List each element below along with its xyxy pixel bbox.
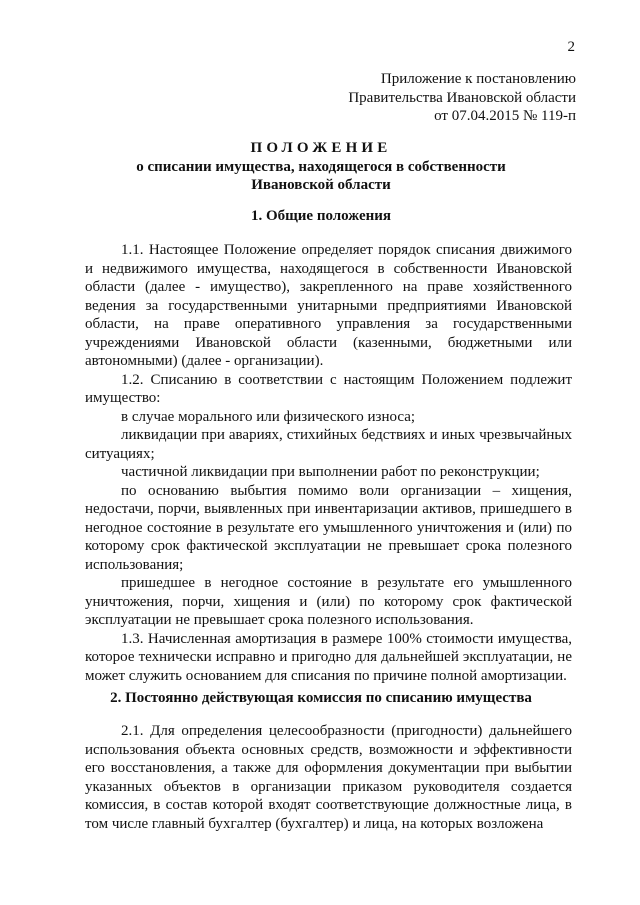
appendix-line: Приложение к постановлению: [380, 71, 576, 87]
paragraph: ликвидации при авариях, стихийных бедствиях и иных чрезвычайных ситуациях;: [85, 427, 572, 462]
paragraph: 1.2. Списанию в соответствии с настоящим Положением подлежит имущество:: [85, 371, 572, 406]
section-heading: 2. Постоянно действующая комиссия по списанию имущества: [110, 690, 532, 706]
appendix-line: от 07.04.2015 № 119-п: [434, 108, 576, 124]
title-subtitle-line: Ивановской области: [251, 177, 391, 193]
paragraph: 2.1. Для определения целесообразности (пригодности) дальнейшего использования объекта основных средств, возможности и эффективности его восстановления, а также для оформления документации при выбытии указанных объектов в организации приказом руководителя создается комиссия, в состав которой входят соответствующие должностные лица, в том числе главный бухгалтер (бухгалтер) и лица, на которых возложена: [85, 723, 572, 832]
title-main: ПОЛОЖЕНИЕ: [250, 140, 392, 156]
section-body: [85, 722, 572, 833]
title-subtitle-line: о списании имущества, находящегося в собственности: [136, 159, 506, 175]
appendix-reference: [300, 70, 576, 126]
paragraph: пришедшее в негодное состояние в результате его умышленного уничтожения, порчи, хищения и (или) по которому срок фактической эксплуатации не превышает срока полезного использования.: [85, 575, 572, 628]
paragraph: в случае морального или физического износа;: [121, 408, 416, 425]
page-number: 2: [567, 39, 575, 55]
paragraph: частичной ликвидации при выполнении работ по реконструкции;: [121, 464, 540, 480]
section-heading: 1. Общие положения: [250, 208, 392, 224]
document-title: [66, 139, 576, 194]
paragraph: 1.3. Начисленная амортизация в размере 100% стоимости имущества, которое технически исправно и пригодно для дальнейшей эксплуатации, не может служить основанием для списания по причине полной амортизации.: [85, 630, 572, 684]
section-body: [85, 241, 572, 685]
paragraph: 1.1. Настоящее Положение определяет порядок списания движимого и недвижимого имущества, находящегося в собственности Ивановской области (далее - имущество), закрепленного на праве хозяйственного ведения за государственными унитарными предприятиями Ивановской области, на праве оперативного управления за государственными учреждениями Ивановской области (казенными, бюджетными или автономными) (далее - организации).: [85, 242, 572, 369]
paragraph: по основанию выбытия помимо воли организации – хищения, недостачи, порчи, выявленных при инвентаризации активов, пришедшего в негодное состояние в результате его умышленного уничтожения и (или) по которому срок фактической эксплуатации не превышает срока полезного использования;: [85, 482, 572, 573]
appendix-line: Правительства Ивановской области: [348, 89, 576, 106]
